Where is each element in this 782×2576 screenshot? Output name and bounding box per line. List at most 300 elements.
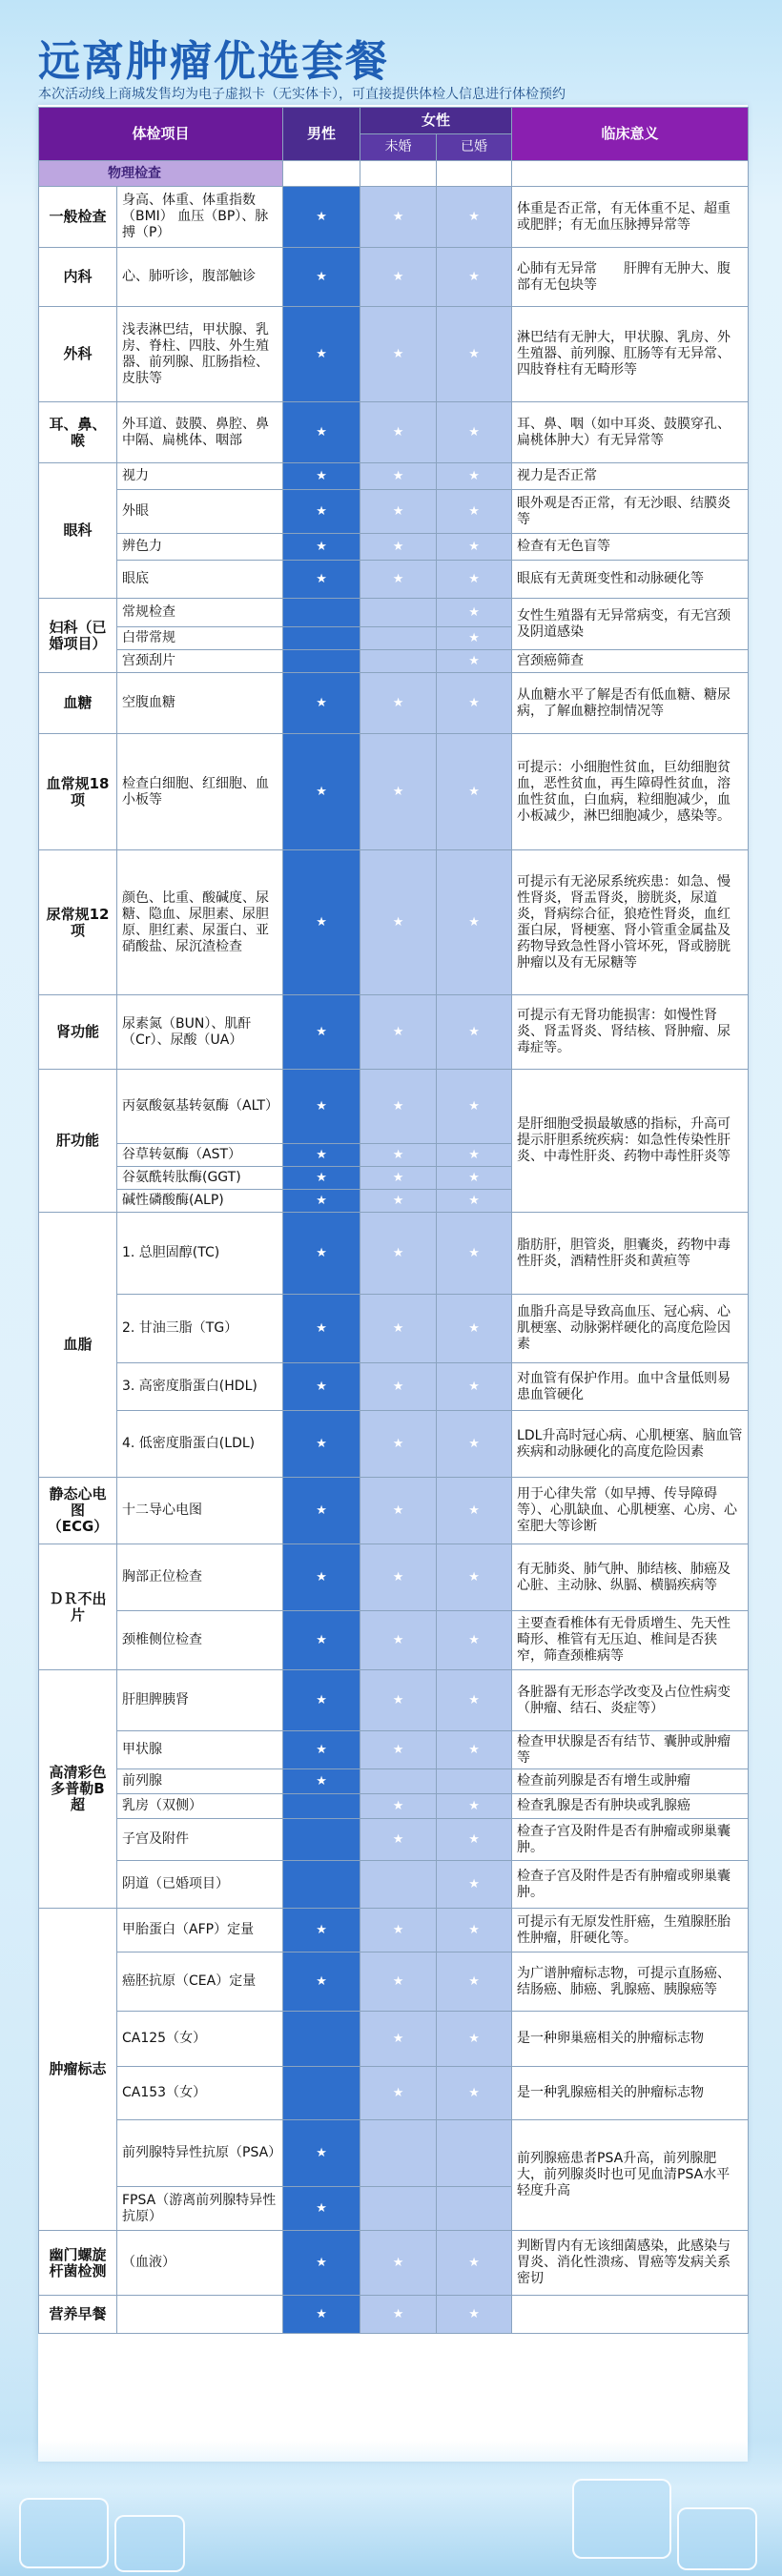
married-mark [437,2296,512,2334]
male-mark [283,248,360,307]
male-mark [283,1411,360,1478]
significance-cell: 检查乳腺是否有肿块或乳腺癌 [512,1794,749,1819]
item-cell: 谷氨酰转肽酶(GGT) [117,1167,283,1190]
table-row [39,561,749,599]
male-mark [283,2012,360,2067]
star-icon: ★ [468,2307,480,2321]
male-mark [283,1670,360,1731]
married-mark [437,1794,512,1819]
category-cell: 尿常规12项 [39,850,117,995]
married-mark [437,627,512,650]
star-icon: ★ [468,654,480,668]
star-icon: ★ [316,2201,327,2216]
significance-cell: 是一种乳腺癌相关的肿瘤标志物 [512,2067,749,2120]
unmarried-mark [360,1295,437,1363]
category-cell: 营养早餐 [39,2296,117,2334]
unmarried-mark [360,490,437,534]
star-icon: ★ [316,1570,327,1584]
star-icon: ★ [392,1693,404,1707]
unmarried-mark [360,627,437,650]
item-cell: 2. 甘油三脂（TG） [117,1295,283,1363]
significance-cell: 检查前列腺是否有增生或肿瘤 [512,1769,749,1794]
male-mark [283,402,360,463]
significance-cell: 可提示有无肾功能损害：如慢性肾炎、肾盂肾炎、肾结核、肾肿瘤、尿毒症等。 [512,995,749,1070]
category-cell: 高清彩色多普勒B超 [39,1670,117,1909]
married-mark [437,1411,512,1478]
star-icon: ★ [468,1099,480,1114]
married-mark [437,1190,512,1213]
married-mark [437,1144,512,1167]
table-row [39,850,749,995]
star-icon: ★ [468,1877,480,1891]
category-cell: 幽门螺旋杆菌检测 [39,2231,117,2296]
significance-cell: 可提示：小细胞性贫血，巨幼细胞贫血，恶性贫血，再生障碍性贫血，溶血性贫血，白血病，粒细胞减少，血小板减少，淋巴细胞减少，感染等。 [512,734,749,850]
married-mark [437,650,512,673]
section-row [39,161,749,187]
star-icon: ★ [392,1171,404,1185]
header-male: 男性 [283,108,360,161]
category-cell: ＤＲ不出片 [39,1544,117,1670]
male-mark [283,1213,360,1295]
star-icon: ★ [468,2032,480,2046]
married-mark [437,1478,512,1544]
star-icon: ★ [316,504,327,519]
significance-cell: 有无肺炎、肺气肿、肺结核、肺癌及心脏、主动脉、纵膈、横膈疾病等 [512,1544,749,1611]
male-mark [283,1478,360,1544]
page-header [0,0,782,110]
table-row [39,995,749,1070]
star-icon: ★ [316,572,327,586]
star-icon: ★ [468,915,480,930]
male-mark [283,534,360,561]
star-icon: ★ [316,1774,327,1789]
married-mark [437,1611,512,1670]
star-icon: ★ [392,1246,404,1260]
star-icon: ★ [392,1025,404,1039]
star-icon: ★ [316,2146,327,2160]
item-cell: 宫颈刮片 [117,650,283,673]
married-mark [437,2187,512,2231]
unmarried-mark [360,1909,437,1952]
table-row [39,1909,749,1952]
star-icon: ★ [468,1633,480,1647]
unmarried-mark [360,1478,437,1544]
table-row [39,187,749,248]
star-icon: ★ [468,1503,480,1518]
unmarried-mark [360,673,437,734]
unmarried-mark [360,402,437,463]
star-icon: ★ [468,270,480,284]
married-mark [437,307,512,402]
star-icon: ★ [316,1099,327,1114]
married-mark [437,673,512,734]
star-icon: ★ [316,1923,327,1937]
unmarried-mark [360,1167,437,1190]
star-icon: ★ [468,2256,480,2270]
significance-cell: 判断胃内有无该细菌感染，此感染与胃炎、消化性溃疡、胃癌等发病关系密切 [512,2231,749,2296]
star-icon: ★ [316,210,327,224]
married-mark [437,1544,512,1611]
significance-cell: 可提示有无原发性肝癌，生殖腺胚胎性肿瘤，肝硬化等。 [512,1909,749,1952]
star-icon: ★ [468,2086,480,2100]
star-icon: ★ [316,1437,327,1451]
married-mark [437,463,512,490]
married-mark [437,2120,512,2187]
male-mark [283,561,360,599]
married-mark [437,1070,512,1144]
table-row [39,2296,749,2334]
star-icon: ★ [392,1570,404,1584]
table-row [39,599,749,627]
married-mark [437,995,512,1070]
male-mark [283,1952,360,2012]
star-icon: ★ [316,915,327,930]
star-icon: ★ [468,1743,480,1757]
male-mark [283,1861,360,1909]
star-icon: ★ [468,347,480,361]
star-icon: ★ [392,1194,404,1208]
item-cell: 碱性磷酸酶(ALP) [117,1190,283,1213]
significance-cell: 宫颈癌筛查 [512,650,749,673]
star-icon: ★ [392,1633,404,1647]
item-cell: 心、肺听诊，腹部触诊 [117,248,283,307]
star-icon: ★ [316,696,327,710]
significance-cell: 各脏器有无形态学改变及占位性病变（肿瘤、结石、炎症等） [512,1670,749,1731]
star-icon: ★ [468,425,480,440]
item-cell: 甲胎蛋白（AFP）定量 [117,1909,283,1952]
unmarried-mark [360,1190,437,1213]
star-icon: ★ [392,1148,404,1162]
male-mark [283,1190,360,1213]
item-cell: 尿素氮（BUN）、肌酐（Cr）、尿酸（UA） [117,995,283,1070]
significance-cell: 检查甲状腺是否有结节、囊肿或肿瘤等 [512,1731,749,1769]
star-icon: ★ [392,1321,404,1336]
significance-cell: 脂肪肝，胆管炎，胆囊炎，药物中毒性肝炎，酒精性肝炎和黄疸等 [512,1213,749,1295]
unmarried-mark [360,1861,437,1909]
table-row [39,1363,749,1411]
item-cell: FPSA（游离前列腺特异性抗原） [117,2187,283,2231]
star-icon: ★ [468,1832,480,1847]
table-row [39,1670,749,1731]
star-icon: ★ [392,1743,404,1757]
male-mark [283,1295,360,1363]
significance-cell: 眼底有无黄斑变性和动脉硬化等 [512,561,749,599]
item-cell: 肝胆脾胰肾 [117,1670,283,1731]
star-icon: ★ [392,270,404,284]
unmarried-mark [360,1952,437,2012]
item-cell: 常规检查 [117,599,283,627]
star-icon: ★ [392,1799,404,1813]
table-row [39,1952,749,2012]
male-mark [283,2187,360,2231]
unmarried-mark [360,1731,437,1769]
item-cell: 前列腺特异性抗原（PSA） [117,2120,283,2187]
significance-cell: 检查子宫及附件是否有肿瘤或卵巢囊肿。 [512,1861,749,1909]
star-icon: ★ [468,504,480,519]
table-row [39,1769,749,1794]
header-significance: 临床意义 [512,108,749,161]
married-mark [437,1670,512,1731]
table-body [39,187,749,2334]
star-icon: ★ [468,1246,480,1260]
star-icon: ★ [316,425,327,440]
significance-cell: 从血糖水平了解是否有低血糖、糖尿病，了解血糖控制情况等 [512,673,749,734]
male-mark [283,673,360,734]
star-icon: ★ [316,1321,327,1336]
male-mark [283,187,360,248]
star-icon: ★ [316,540,327,554]
significance-cell [512,2296,749,2334]
male-mark [283,1363,360,1411]
item-cell: 检查白细胞、红细胞、血小板等 [117,734,283,850]
male-mark [283,2067,360,2120]
table-row [39,248,749,307]
star-icon: ★ [392,785,404,799]
star-icon: ★ [316,785,327,799]
star-icon: ★ [392,469,404,483]
item-cell [117,2296,283,2334]
table-row [39,1544,749,1611]
unmarried-mark [360,2012,437,2067]
married-mark [437,1952,512,2012]
item-cell: 丙氨酸氨基转氨酶（ALT） [117,1070,283,1144]
unmarried-mark [360,2231,437,2296]
table-row [39,1411,749,1478]
star-icon: ★ [468,1025,480,1039]
header-married: 已婚 [437,134,512,161]
unmarried-mark [360,1363,437,1411]
significance-cell: 女性生殖器有无异常病变，有无宫颈及阴道感染 [512,599,749,650]
unmarried-mark [360,187,437,248]
category-cell: 一般检查 [39,187,117,248]
category-cell: 妇科（已婚项目） [39,599,117,673]
item-cell: 3. 高密度脂蛋白(HDL) [117,1363,283,1411]
married-mark [437,1167,512,1190]
married-mark [437,734,512,850]
male-mark [283,307,360,402]
male-mark [283,650,360,673]
table-row [39,2012,749,2067]
unmarried-mark [360,1144,437,1167]
male-mark [283,599,360,627]
star-icon: ★ [316,1503,327,1518]
item-cell: 浅表淋巴结，甲状腺、乳房、脊柱、四肢、外生殖器、前列腺、肛肠指检、皮肤等 [117,307,283,402]
table-row [39,1731,749,1769]
item-cell: 身高、体重、体重指数（BMI） 血压（BP）、脉搏（P） [117,187,283,248]
star-icon: ★ [392,2307,404,2321]
male-mark [283,490,360,534]
star-icon: ★ [468,1570,480,1584]
married-mark [437,1861,512,1909]
significance-cell: 可提示有无泌尿系统疾患：如急、慢性肾炎，肾盂肾炎，膀胱炎，尿道炎，肾病综合征，狼疮性肾炎，血红蛋白尿，肾梗塞、肾小管重金属盐及药物导致急性肾小管坏死，肾或膀胱肿瘤以及有无尿糖等 [512,850,749,995]
male-mark [283,2296,360,2334]
table-row [39,650,749,673]
male-mark [283,1819,360,1861]
unmarried-mark [360,248,437,307]
star-icon: ★ [468,1171,480,1185]
star-icon: ★ [316,469,327,483]
item-cell: 眼底 [117,561,283,599]
table-row [39,673,749,734]
married-mark [437,402,512,463]
star-icon: ★ [468,1148,480,1162]
male-mark [283,627,360,650]
star-icon: ★ [392,210,404,224]
table-row [39,463,749,490]
unmarried-mark [360,1070,437,1144]
star-icon: ★ [468,1321,480,1336]
category-cell: 静态心电图（ECG） [39,1478,117,1544]
star-icon: ★ [392,1503,404,1518]
item-cell: 辨色力 [117,534,283,561]
married-mark [437,2067,512,2120]
unmarried-mark [360,2120,437,2187]
married-mark [437,1769,512,1794]
table-row [39,490,749,534]
married-mark [437,1363,512,1411]
star-icon: ★ [468,210,480,224]
unmarried-mark [360,2296,437,2334]
unmarried-mark [360,1544,437,1611]
significance-cell: 心肺有无异常 肝脾有无肿大、腹部有无包块等 [512,248,749,307]
star-icon: ★ [468,1923,480,1937]
star-icon: ★ [468,696,480,710]
unmarried-mark [360,1411,437,1478]
married-mark [437,1909,512,1952]
item-cell: 空腹血糖 [117,673,283,734]
married-mark [437,490,512,534]
significance-cell: 对血管有保护作用。血中含量低则易患血管硬化 [512,1363,749,1411]
significance-cell: LDL升高时冠心病、心肌梗塞、脑血管疾病和动脉硬化的高度危险因素 [512,1411,749,1478]
category-cell: 血常规18项 [39,734,117,850]
category-cell: 内科 [39,248,117,307]
married-mark [437,561,512,599]
unmarried-mark [360,1670,437,1731]
star-icon: ★ [392,915,404,930]
star-icon: ★ [316,1148,327,1162]
category-cell: 肾功能 [39,995,117,1070]
item-cell: CA153（女） [117,2067,283,2120]
star-icon: ★ [392,504,404,519]
star-icon: ★ [316,2307,327,2321]
table-row [39,402,749,463]
star-icon: ★ [316,1246,327,1260]
unmarried-mark [360,734,437,850]
male-mark [283,1544,360,1611]
category-cell: 肿瘤标志 [39,1909,117,2231]
male-mark [283,1769,360,1794]
table-row [39,734,749,850]
significance-cell: 为广谱肿瘤标志物，可提示直肠癌、结肠癌、肺癌、乳腺癌、胰腺癌等 [512,1952,749,2012]
star-icon: ★ [468,631,480,645]
star-icon: ★ [316,270,327,284]
star-icon: ★ [392,347,404,361]
item-cell: 子宫及附件 [117,1819,283,1861]
table-row [39,1295,749,1363]
male-mark [283,1611,360,1670]
item-cell: 1. 总胆固醇(TC) [117,1213,283,1295]
star-icon: ★ [468,469,480,483]
header-item: 体检项目 [39,108,283,161]
star-icon: ★ [392,2256,404,2270]
unmarried-mark [360,307,437,402]
star-icon: ★ [392,696,404,710]
married-mark [437,1295,512,1363]
package-table [38,107,749,2334]
header-unmarried: 未婚 [360,134,437,161]
significance-cell: 检查子宫及附件是否有肿瘤或卵巢囊肿。 [512,1819,749,1861]
star-icon: ★ [316,1633,327,1647]
star-icon: ★ [316,2256,327,2270]
star-icon: ★ [468,1974,480,1989]
male-mark [283,2231,360,2296]
significance-cell: 视力是否正常 [512,463,749,490]
star-icon: ★ [468,1693,480,1707]
married-mark [437,2012,512,2067]
star-icon: ★ [392,1380,404,1394]
male-mark [283,1731,360,1769]
item-cell: CA125（女） [117,2012,283,2067]
table-row [39,1478,749,1544]
table-row [39,2120,749,2187]
star-icon: ★ [316,1693,327,1707]
star-icon: ★ [468,540,480,554]
star-icon: ★ [392,1923,404,1937]
star-icon: ★ [468,785,480,799]
significance-cell: 眼外观是否正常，有无沙眼、结膜炎等 [512,490,749,534]
item-cell: 颜色、比重、酸碱度、尿糖、隐血、尿胆素、尿胆原、胆红素、尿蛋白、亚硝酸盐、尿沉渣检查 [117,850,283,995]
unmarried-mark [360,650,437,673]
star-icon: ★ [392,1832,404,1847]
unmarried-mark [360,534,437,561]
item-cell: 白带常规 [117,627,283,650]
table-row [39,2231,749,2296]
table-row [39,1861,749,1909]
male-mark [283,463,360,490]
item-cell: 外眼 [117,490,283,534]
star-icon: ★ [392,2032,404,2046]
male-mark [283,995,360,1070]
item-cell: 前列腺 [117,1769,283,1794]
unmarried-mark [360,995,437,1070]
unmarried-mark [360,561,437,599]
unmarried-mark [360,599,437,627]
married-mark [437,187,512,248]
table-row [39,534,749,561]
significance-cell: 主要查看椎体有无骨质增生、先天性畸形、椎管有无压迫、椎间是否狭窄，筛查颈椎病等 [512,1611,749,1670]
married-mark [437,248,512,307]
significance-cell: 用于心律失常（如早搏、传导障碍等）、心肌缺血、心肌梗塞、心房、心室肥大等诊断 [512,1478,749,1544]
category-cell: 肝功能 [39,1070,117,1213]
item-cell: 颈椎侧位检查 [117,1611,283,1670]
unmarried-mark [360,850,437,995]
significance-cell: 耳、鼻、咽（如中耳炎、鼓膜穿孔、扁桃体肿大）有无异常等 [512,402,749,463]
male-mark [283,1070,360,1144]
male-mark [283,2120,360,2187]
significance-cell: 检查有无色盲等 [512,534,749,561]
married-mark [437,1213,512,1295]
star-icon: ★ [392,572,404,586]
star-icon: ★ [468,605,480,620]
male-mark [283,1167,360,1190]
unmarried-mark [360,463,437,490]
star-icon: ★ [468,1437,480,1451]
item-cell: 4. 低密度脂蛋白(LDL) [117,1411,283,1478]
header-female: 女性 [360,108,512,134]
significance-cell: 淋巴结有无肿大，甲状腺、乳房、外生殖器、前列腺、肛肠等有无异常、四肢脊柱有无畸形等 [512,307,749,402]
table-row [39,2067,749,2120]
item-cell: 视力 [117,463,283,490]
